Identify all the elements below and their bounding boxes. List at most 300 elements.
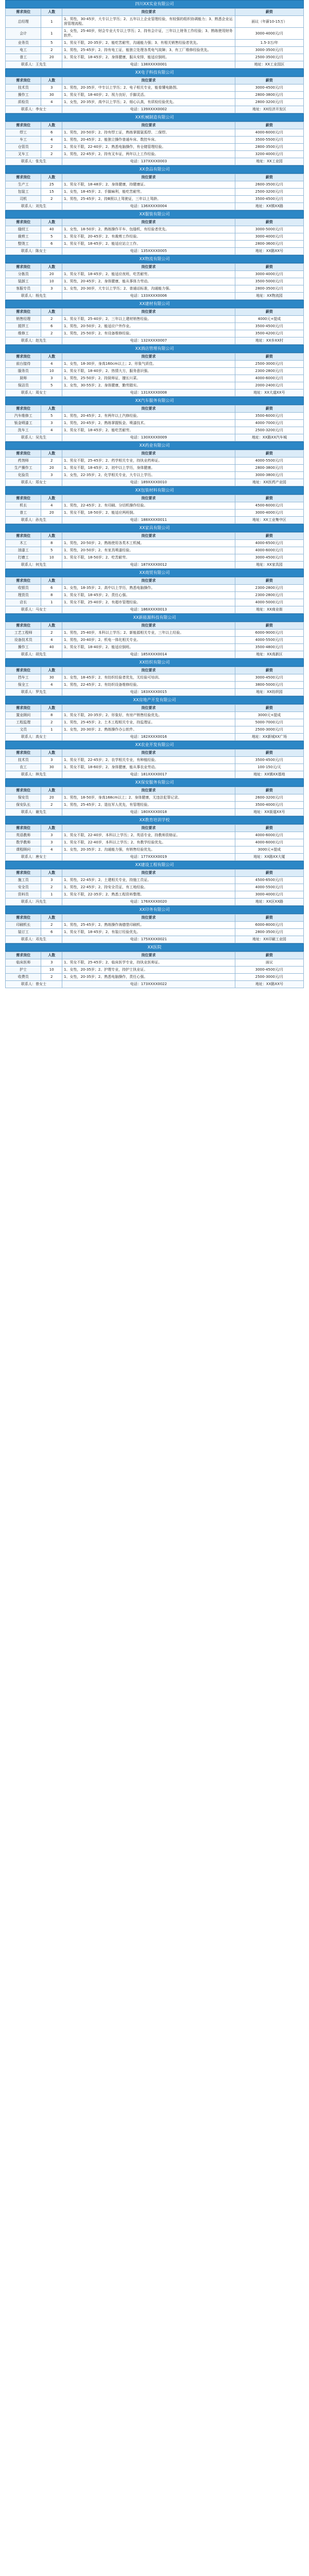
requirements-cell: 1、女性，20-30岁；2、熟练操作办公软件。 — [62, 726, 235, 734]
job-title-cell: 洗车工 — [6, 427, 41, 434]
company-title: XX汽车服务有限公司 — [5, 397, 304, 405]
table-row — [6, 891, 304, 899]
requirements-cell: 1、男女不限，25-45岁；2、药学相关专业，持执业药师证。 — [62, 457, 235, 465]
job-title-cell: 收费员 — [6, 974, 41, 981]
requirements-cell: 1、女性，20-30岁，大专以上学历；2、普通话标准，沟通能力强。 — [62, 285, 235, 293]
headcount-cell: 3 — [41, 375, 62, 382]
table-row — [6, 846, 304, 854]
job-title-cell: 仓管员 — [6, 144, 41, 151]
table-row — [6, 241, 304, 248]
job-title-cell: 收银员 — [6, 585, 41, 592]
contact-cell: 电话：185XXXX0014 — [62, 651, 235, 658]
headcount-cell: 6 — [41, 241, 62, 248]
headcount-cell: 2 — [41, 330, 62, 337]
column-header: 岗位要求 — [62, 750, 235, 757]
column-header: 薪资 — [235, 405, 303, 413]
salary-cell: 4000-5000元/月 — [235, 599, 303, 606]
headcount-cell: 6 — [41, 929, 62, 936]
table-row — [6, 465, 304, 472]
headcount-cell: 2 — [41, 457, 62, 465]
company-section — [5, 113, 304, 165]
job-title-cell: 业务员 — [6, 40, 41, 47]
salary-cell: 3500-4500元/月 — [235, 196, 303, 203]
job-title-cell: 资料员 — [6, 891, 41, 899]
column-header: 人数 — [41, 405, 62, 413]
headcount-cell: 4 — [41, 637, 62, 644]
salary-cell: 2300-2800元/月 — [235, 585, 303, 592]
company-title: XX农业开发有限公司 — [5, 741, 304, 749]
requirements-cell: 1、男性，20-45岁；2、有两年以上汽修经验。 — [62, 413, 235, 420]
contact-row — [6, 293, 304, 300]
table-row — [6, 316, 304, 323]
contact-cell: 电话：188XXXX0011 — [62, 517, 235, 524]
job-table — [5, 914, 304, 943]
contact-row — [6, 248, 304, 255]
requirements-cell: 1、男女不限，22-40岁；2、熟悉电脑操作，有仓储管理经验。 — [62, 144, 235, 151]
headcount-cell: 10 — [41, 967, 62, 974]
requirements-cell: 1、男性，25-50岁；2、持厨师证，擅长川菜。 — [62, 375, 235, 382]
column-header: 人数 — [41, 533, 62, 540]
job-title-cell: 维修工 — [6, 330, 41, 337]
company-section — [5, 943, 304, 988]
company-title: XX建设工程有限公司 — [5, 861, 304, 869]
contact-row — [6, 158, 304, 165]
requirements-cell: 1、男性，30-45岁，大专以上学历；2、五年以上企业管理经验，有较强的组织协调能力；3、熟悉企业运营管理流程。 — [62, 16, 235, 28]
requirements-cell: 1、男性，20-45岁；2、能独立操作普通车床、数控车床。 — [62, 137, 235, 144]
job-title-cell: 操作工 — [6, 644, 41, 651]
column-header: 人数 — [41, 264, 62, 271]
column-header: 人数 — [41, 219, 62, 226]
job-title-cell: 施工员 — [6, 877, 41, 884]
headcount-cell: 3 — [41, 757, 62, 764]
headcount-cell: 2 — [41, 922, 62, 929]
salary-cell: 2800-3500元/月 — [235, 144, 303, 151]
requirements-cell: 1、男女不限，18-60岁；2、身体健康，能从事农业劳动。 — [62, 764, 235, 771]
table-row — [6, 137, 304, 144]
contact-cell: 地址：XX医药产业园 — [235, 479, 303, 486]
requirements-cell: 1、男性，20-45岁；2、身体健康，能从事体力劳动。 — [62, 278, 235, 285]
job-title-cell: 技术员 — [6, 757, 41, 764]
company-title: XX酒店管理有限公司 — [5, 345, 304, 353]
requirements-cell: 1、男性，25-45岁；2、持有电工证，能独立处理各类电气故障；3、有工厂维修经验优先。 — [62, 47, 235, 54]
column-header: 需求岗位 — [6, 952, 41, 959]
contact-row — [6, 981, 304, 988]
contact-cell: 电话：180XXXX0018 — [62, 809, 235, 816]
contact-row — [6, 936, 304, 943]
headcount-cell: 20 — [41, 794, 62, 802]
salary-cell: 4000-6500元/月 — [235, 540, 303, 547]
contact-row — [6, 434, 304, 442]
requirements-cell: 1、女性，22-35岁；2、化学相关专业，大专以上学历。 — [62, 472, 235, 479]
column-header: 薪资 — [235, 952, 303, 959]
column-header: 薪资 — [235, 264, 303, 271]
job-title-cell: 技术员 — [6, 84, 41, 92]
salary-cell: 3000元+提成 — [235, 846, 303, 854]
requirements-cell: 1、女性，18-50岁；2、熟练操作平车、包缝机，有经验者优先。 — [62, 226, 235, 233]
headcount-cell: 4 — [41, 682, 62, 689]
job-title-cell: 工艺工程师 — [6, 630, 41, 637]
requirements-cell: 1、女性，18-30岁，身高160cm以上；2、形象气质佳。 — [62, 361, 235, 368]
table-row — [6, 540, 304, 547]
column-header: 需求岗位 — [6, 914, 41, 922]
company-section — [5, 165, 304, 210]
job-title-cell: 普工 — [6, 510, 41, 517]
requirements-cell: 1、女性，30-55岁；2、身体健康，勤劳踏实。 — [62, 382, 235, 389]
table-row — [6, 189, 304, 196]
contact-cell: 电话：189XXXX0010 — [62, 479, 235, 486]
table-row — [6, 92, 304, 99]
table-row — [6, 28, 304, 40]
column-header: 人数 — [41, 952, 62, 959]
table-row — [6, 599, 304, 606]
contact-cell: 电话：175XXXX0021 — [62, 936, 235, 943]
requirements-cell: 1、男女不限，22-40岁，本科以上学历；2、有教学经验优先。 — [62, 839, 235, 846]
contact-cell: 电话：182XXXX0016 — [62, 734, 235, 741]
contact-cell: 地址：XX工业集中区 — [235, 517, 303, 524]
headcount-cell: 6 — [41, 323, 62, 330]
headcount-cell: 3 — [41, 285, 62, 293]
company-section — [5, 569, 304, 614]
contact-row — [6, 771, 304, 778]
contact-cell: 联系人：高女士 — [6, 734, 62, 741]
salary-cell: 4500-6000元/月 — [235, 502, 303, 510]
headcount-cell: 1 — [41, 891, 62, 899]
job-title-cell: 英语教师 — [6, 832, 41, 839]
company-section — [5, 614, 304, 658]
job-title-cell: 农工 — [6, 764, 41, 771]
contact-cell: 联系人：郑女士 — [6, 479, 62, 486]
column-header: 需求岗位 — [6, 495, 41, 502]
job-table — [5, 8, 304, 69]
column-header: 岗位要求 — [62, 914, 235, 922]
contact-cell: 电话：135XXXX0005 — [62, 248, 235, 255]
column-header: 岗位要求 — [62, 353, 235, 361]
company-section — [5, 397, 304, 442]
job-table — [5, 667, 304, 696]
job-title-cell: 钣金喷漆工 — [6, 420, 41, 427]
column-header: 岗位要求 — [62, 122, 235, 129]
table-row — [6, 420, 304, 427]
headcount-cell: 6 — [41, 585, 62, 592]
job-title-cell: 叉车工 — [6, 151, 41, 158]
headcount-cell: 8 — [41, 712, 62, 719]
table-row — [6, 585, 304, 592]
requirements-cell: 1、女性，18-45岁；2、手脚麻利，能吃苦耐劳。 — [62, 189, 235, 196]
headcount-cell: 4 — [41, 137, 62, 144]
salary-cell: 3000-4000元/月 — [235, 510, 303, 517]
requirements-cell: 1、男女不限，18-40岁；2、热情大方，服务意识强。 — [62, 368, 235, 375]
salary-cell: 100-150元/天 — [235, 764, 303, 771]
job-title-cell: 生产操作工 — [6, 465, 41, 472]
column-header: 需求岗位 — [6, 309, 41, 316]
company-section — [5, 345, 304, 397]
contact-cell: 地址：XX印刷工业园 — [235, 936, 303, 943]
column-header: 薪资 — [235, 825, 303, 832]
column-header: 岗位要求 — [62, 825, 235, 832]
contact-cell: 电话：136XXXX0004 — [62, 203, 235, 210]
salary-cell: 3500-4800元/月 — [235, 644, 303, 651]
column-header: 需求岗位 — [6, 353, 41, 361]
table-row — [6, 84, 304, 92]
column-header: 薪资 — [235, 495, 303, 502]
contact-cell: 地址：XX商业街 — [235, 606, 303, 614]
job-title-cell: 机长 — [6, 502, 41, 510]
table-row — [6, 278, 304, 285]
headcount-cell: 30 — [41, 92, 62, 99]
headcount-cell: 3 — [41, 839, 62, 846]
job-title-cell: 保安队长 — [6, 802, 41, 809]
contact-cell: 联系人：何先生 — [6, 562, 62, 569]
contact-cell: 地址：XX工业园区 — [235, 61, 303, 69]
headcount-cell: 3 — [41, 420, 62, 427]
contact-cell: 联系人：周女士 — [6, 389, 62, 397]
headcount-cell: 10 — [41, 554, 62, 562]
salary-cell: 面议 — [235, 959, 303, 967]
column-header: 需求岗位 — [6, 667, 41, 674]
column-header: 人数 — [41, 870, 62, 877]
table-row — [6, 196, 304, 203]
column-header: 人数 — [41, 667, 62, 674]
column-header: 岗位要求 — [62, 174, 235, 181]
requirements-cell: 1、女性，20-35岁，高中以上学历；2、细心认真，有质检经验优先。 — [62, 99, 235, 106]
column-header: 岗位要求 — [62, 787, 235, 794]
table-row — [6, 226, 304, 233]
job-title-cell: 护士 — [6, 967, 41, 974]
salary-cell: 3500-6000元/月 — [235, 413, 303, 420]
job-title-cell: 保全工 — [6, 682, 41, 689]
headcount-cell: 2 — [41, 884, 62, 891]
job-title-cell: 质检员 — [6, 99, 41, 106]
table-row — [6, 839, 304, 846]
contact-cell: 地址：XX高新区 — [235, 651, 303, 658]
job-title-cell: 装订工 — [6, 929, 41, 936]
contact-row — [6, 689, 304, 696]
headcount-cell: 4 — [41, 99, 62, 106]
column-header: 人数 — [41, 914, 62, 922]
job-title-cell: 电工 — [6, 47, 41, 54]
company-title: XX新能源科技有限公司 — [5, 614, 304, 622]
job-title-cell: 包装工 — [6, 189, 41, 196]
requirements-cell: 1、男女不限，18-50岁；2、吃苦耐劳。 — [62, 554, 235, 562]
requirements-cell: 1、男性，22-45岁；2、持有叉车证，两年以上工作经验。 — [62, 151, 235, 158]
salary-cell: 3000-5000元/月 — [235, 226, 303, 233]
company-title: XX商贸有限公司 — [5, 569, 304, 577]
salary-cell: 4000元+提成 — [235, 316, 303, 323]
job-table — [5, 749, 304, 778]
company-section — [5, 658, 304, 696]
headcount-cell: 40 — [41, 644, 62, 651]
contact-cell: 联系人：马女士 — [6, 606, 62, 614]
column-header: 薪资 — [235, 309, 303, 316]
contact-cell: 地址：XX工业园 — [235, 158, 303, 165]
column-header: 岗位要求 — [62, 450, 235, 457]
contact-cell: 联系人：唐女士 — [6, 854, 62, 861]
company-title: XX服装有限公司 — [5, 210, 304, 218]
headcount-cell: 2 — [41, 144, 62, 151]
requirements-cell: 1、男性，25-50岁；2、有设备维修经验。 — [62, 330, 235, 337]
job-table — [5, 77, 304, 113]
table-row — [6, 368, 304, 375]
headcount-cell: 2 — [41, 974, 62, 981]
table-row — [6, 959, 304, 967]
job-title-cell: 普工 — [6, 54, 41, 61]
requirements-cell: 1、男女不限，18-40岁；2、视力良好，手脚灵活。 — [62, 92, 235, 99]
headcount-cell: 20 — [41, 54, 62, 61]
contact-cell: 地址：XX家具园 — [235, 562, 303, 569]
salary-cell: 3500-4200元/月 — [235, 330, 303, 337]
job-table — [5, 353, 304, 397]
company-title: XX纺织有限公司 — [5, 658, 304, 667]
requirements-cell: 1、男性，22-45岁；2、持安全员证，有工地经验。 — [62, 884, 235, 891]
job-title-cell: 总经理 — [6, 16, 41, 28]
salary-cell: 6000-9000元/月 — [235, 630, 303, 637]
company-title: 四川XX实业有限公司 — [5, 0, 304, 8]
contact-row — [6, 337, 304, 345]
salary-cell: 2800-3500元/月 — [235, 929, 303, 936]
column-header: 薪资 — [235, 787, 303, 794]
table-row — [6, 877, 304, 884]
salary-cell: 2800-3800元/月 — [235, 465, 303, 472]
company-section — [5, 0, 304, 69]
column-header: 需求岗位 — [6, 77, 41, 84]
requirements-cell: 1、男性，20-50岁；2、熟练使用各类木工机械。 — [62, 540, 235, 547]
job-title-cell: 保洁员 — [6, 382, 41, 389]
column-header: 人数 — [41, 705, 62, 712]
table-row — [6, 330, 304, 337]
column-header: 需求岗位 — [6, 9, 41, 16]
requirements-cell: 1、男女不限，18-45岁；2、身体健康，服从安排，能适应倒班。 — [62, 54, 235, 61]
job-title-cell: 文员 — [6, 726, 41, 734]
company-title: XX机械制造有限公司 — [5, 113, 304, 122]
column-header: 需求岗位 — [6, 825, 41, 832]
salary-cell: 4000-5500元/月 — [235, 637, 303, 644]
contact-cell: 电话：130XXXX0009 — [62, 434, 235, 442]
column-header: 岗位要求 — [62, 264, 235, 271]
requirements-cell: 1、男性，25-45岁；2、熟练操作海德堡印刷机。 — [62, 922, 235, 929]
headcount-cell: 3 — [41, 877, 62, 884]
requirements-cell: 1、男女不限，18-40岁；2、能适应倒班。 — [62, 644, 235, 651]
column-header: 薪资 — [235, 622, 303, 630]
company-title: XX建材有限公司 — [5, 300, 304, 308]
column-header: 薪资 — [235, 77, 303, 84]
contact-cell: 电话：132XXXX0007 — [62, 337, 235, 345]
headcount-cell: 2 — [41, 196, 62, 203]
company-section — [5, 861, 304, 906]
headcount-cell: 5 — [41, 382, 62, 389]
contact-row — [6, 734, 304, 741]
contact-cell: 地址：XX镇XX基地 — [235, 771, 303, 778]
column-header: 岗位要求 — [62, 533, 235, 540]
salary-cell: 2500-3500元/月 — [235, 54, 303, 61]
contact-row — [6, 61, 304, 69]
job-title-cell: 司机 — [6, 196, 41, 203]
column-header: 人数 — [41, 122, 62, 129]
headcount-cell: 3 — [41, 84, 62, 92]
salary-cell: 4000-6000元/月 — [235, 129, 303, 137]
requirements-cell: 1、男女不限，18-45岁；2、有装订经验优先。 — [62, 929, 235, 936]
requirements-cell: 1、男性，20-35岁，中专以上学历；2、电子相关专业，能看懂电路图。 — [62, 84, 235, 92]
job-title-cell: 服务员 — [6, 368, 41, 375]
salary-cell: 3500-4500元/月 — [235, 323, 303, 330]
salary-cell: 2800-3200元/月 — [235, 99, 303, 106]
table-row — [6, 323, 304, 330]
job-title-cell: 客服专员 — [6, 285, 41, 293]
contact-cell: 电话：183XXXX0015 — [62, 689, 235, 696]
salary-cell: 4000-6000元/月 — [235, 547, 303, 554]
headcount-cell: 4 — [41, 361, 62, 368]
contact-row — [6, 203, 304, 210]
requirements-cell: 1、男女不限，20-45岁；2、有裁剪工作经验。 — [62, 233, 235, 241]
salary-cell: 2600-3200元/月 — [235, 794, 303, 802]
contact-row — [6, 809, 304, 816]
job-table — [5, 869, 304, 906]
table-row — [6, 682, 304, 689]
contact-cell: 联系人：冯先生 — [6, 899, 62, 906]
contact-cell: 地址：XX纺织园 — [235, 689, 303, 696]
salary-cell: 3000-3800元/月 — [235, 472, 303, 479]
requirements-cell: 1、男性，22-45岁；2、有印刷、分切机操作经验。 — [62, 502, 235, 510]
company-section — [5, 486, 304, 524]
requirements-cell: 1、男性，22-45岁；2、土建相关专业，持施工员证。 — [62, 877, 235, 884]
company-title: XX医院 — [5, 943, 304, 952]
table-row — [6, 929, 304, 936]
requirements-cell: 1、男女不限，20-35岁；2、形象好，有房产销售经验优先。 — [62, 712, 235, 719]
column-header: 薪资 — [235, 870, 303, 877]
contact-row — [6, 517, 304, 524]
contact-cell: 电话：138XXXX0001 — [62, 61, 235, 69]
company-title: XX物流有限公司 — [5, 255, 304, 263]
headcount-cell: 10 — [41, 278, 62, 285]
requirements-cell: 1、女性，20-35岁；2、护理专业，持护士执业证。 — [62, 967, 235, 974]
table-row — [6, 719, 304, 726]
salary-cell: 2600-3500元/月 — [235, 181, 303, 189]
job-title-cell: 化验员 — [6, 472, 41, 479]
job-table — [5, 532, 304, 569]
salary-cell: 3500-5000元/月 — [235, 278, 303, 285]
contact-cell: 电话：181XXXX0017 — [62, 771, 235, 778]
job-title-cell: 打磨工 — [6, 554, 41, 562]
requirements-cell: 1、男女不限，20-35岁；2、能吃苦耐劳，沟通能力强；3、有相关销售经验者优先。 — [62, 40, 235, 47]
requirements-cell: 1、男女不限，18-50岁；2、能适应两班倒。 — [62, 510, 235, 517]
headcount-cell: 3 — [41, 959, 62, 967]
column-header: 薪资 — [235, 219, 303, 226]
job-title-cell: 前台接待 — [6, 361, 41, 368]
headcount-cell: 4 — [41, 427, 62, 434]
job-title-cell: 搅拌工 — [6, 323, 41, 330]
table-row — [6, 967, 304, 974]
column-header: 岗位要求 — [62, 495, 235, 502]
contact-row — [6, 899, 304, 906]
salary-cell: 3800-5000元/月 — [235, 682, 303, 689]
table-row — [6, 547, 304, 554]
requirements-cell: 1、男女不限，18-45岁；2、初中以上学历，身体健康。 — [62, 465, 235, 472]
job-title-cell: 汽车维修工 — [6, 413, 41, 420]
table-row — [6, 271, 304, 278]
contact-cell: 电话：176XXXX0020 — [62, 899, 235, 906]
table-row — [6, 794, 304, 802]
column-header: 需求岗位 — [6, 219, 41, 226]
contact-cell: 联系人：李女士 — [6, 106, 62, 113]
table-row — [6, 233, 304, 241]
salary-cell: 3000元+提成 — [235, 712, 303, 719]
requirements-cell: 1、男女不限，18-45岁；2、能适应夜班，吃苦耐劳。 — [62, 271, 235, 278]
table-row — [6, 382, 304, 389]
contact-row — [6, 562, 304, 569]
column-header: 薪资 — [235, 533, 303, 540]
requirements-cell: 1、男性，25-45岁；2、土木工程相关专业，持监理证。 — [62, 719, 235, 726]
requirements-cell: 1、男性，18-50岁，身高168cm以上；2、身体健康，无违法犯罪记录。 — [62, 794, 235, 802]
headcount-cell: 8 — [41, 592, 62, 599]
